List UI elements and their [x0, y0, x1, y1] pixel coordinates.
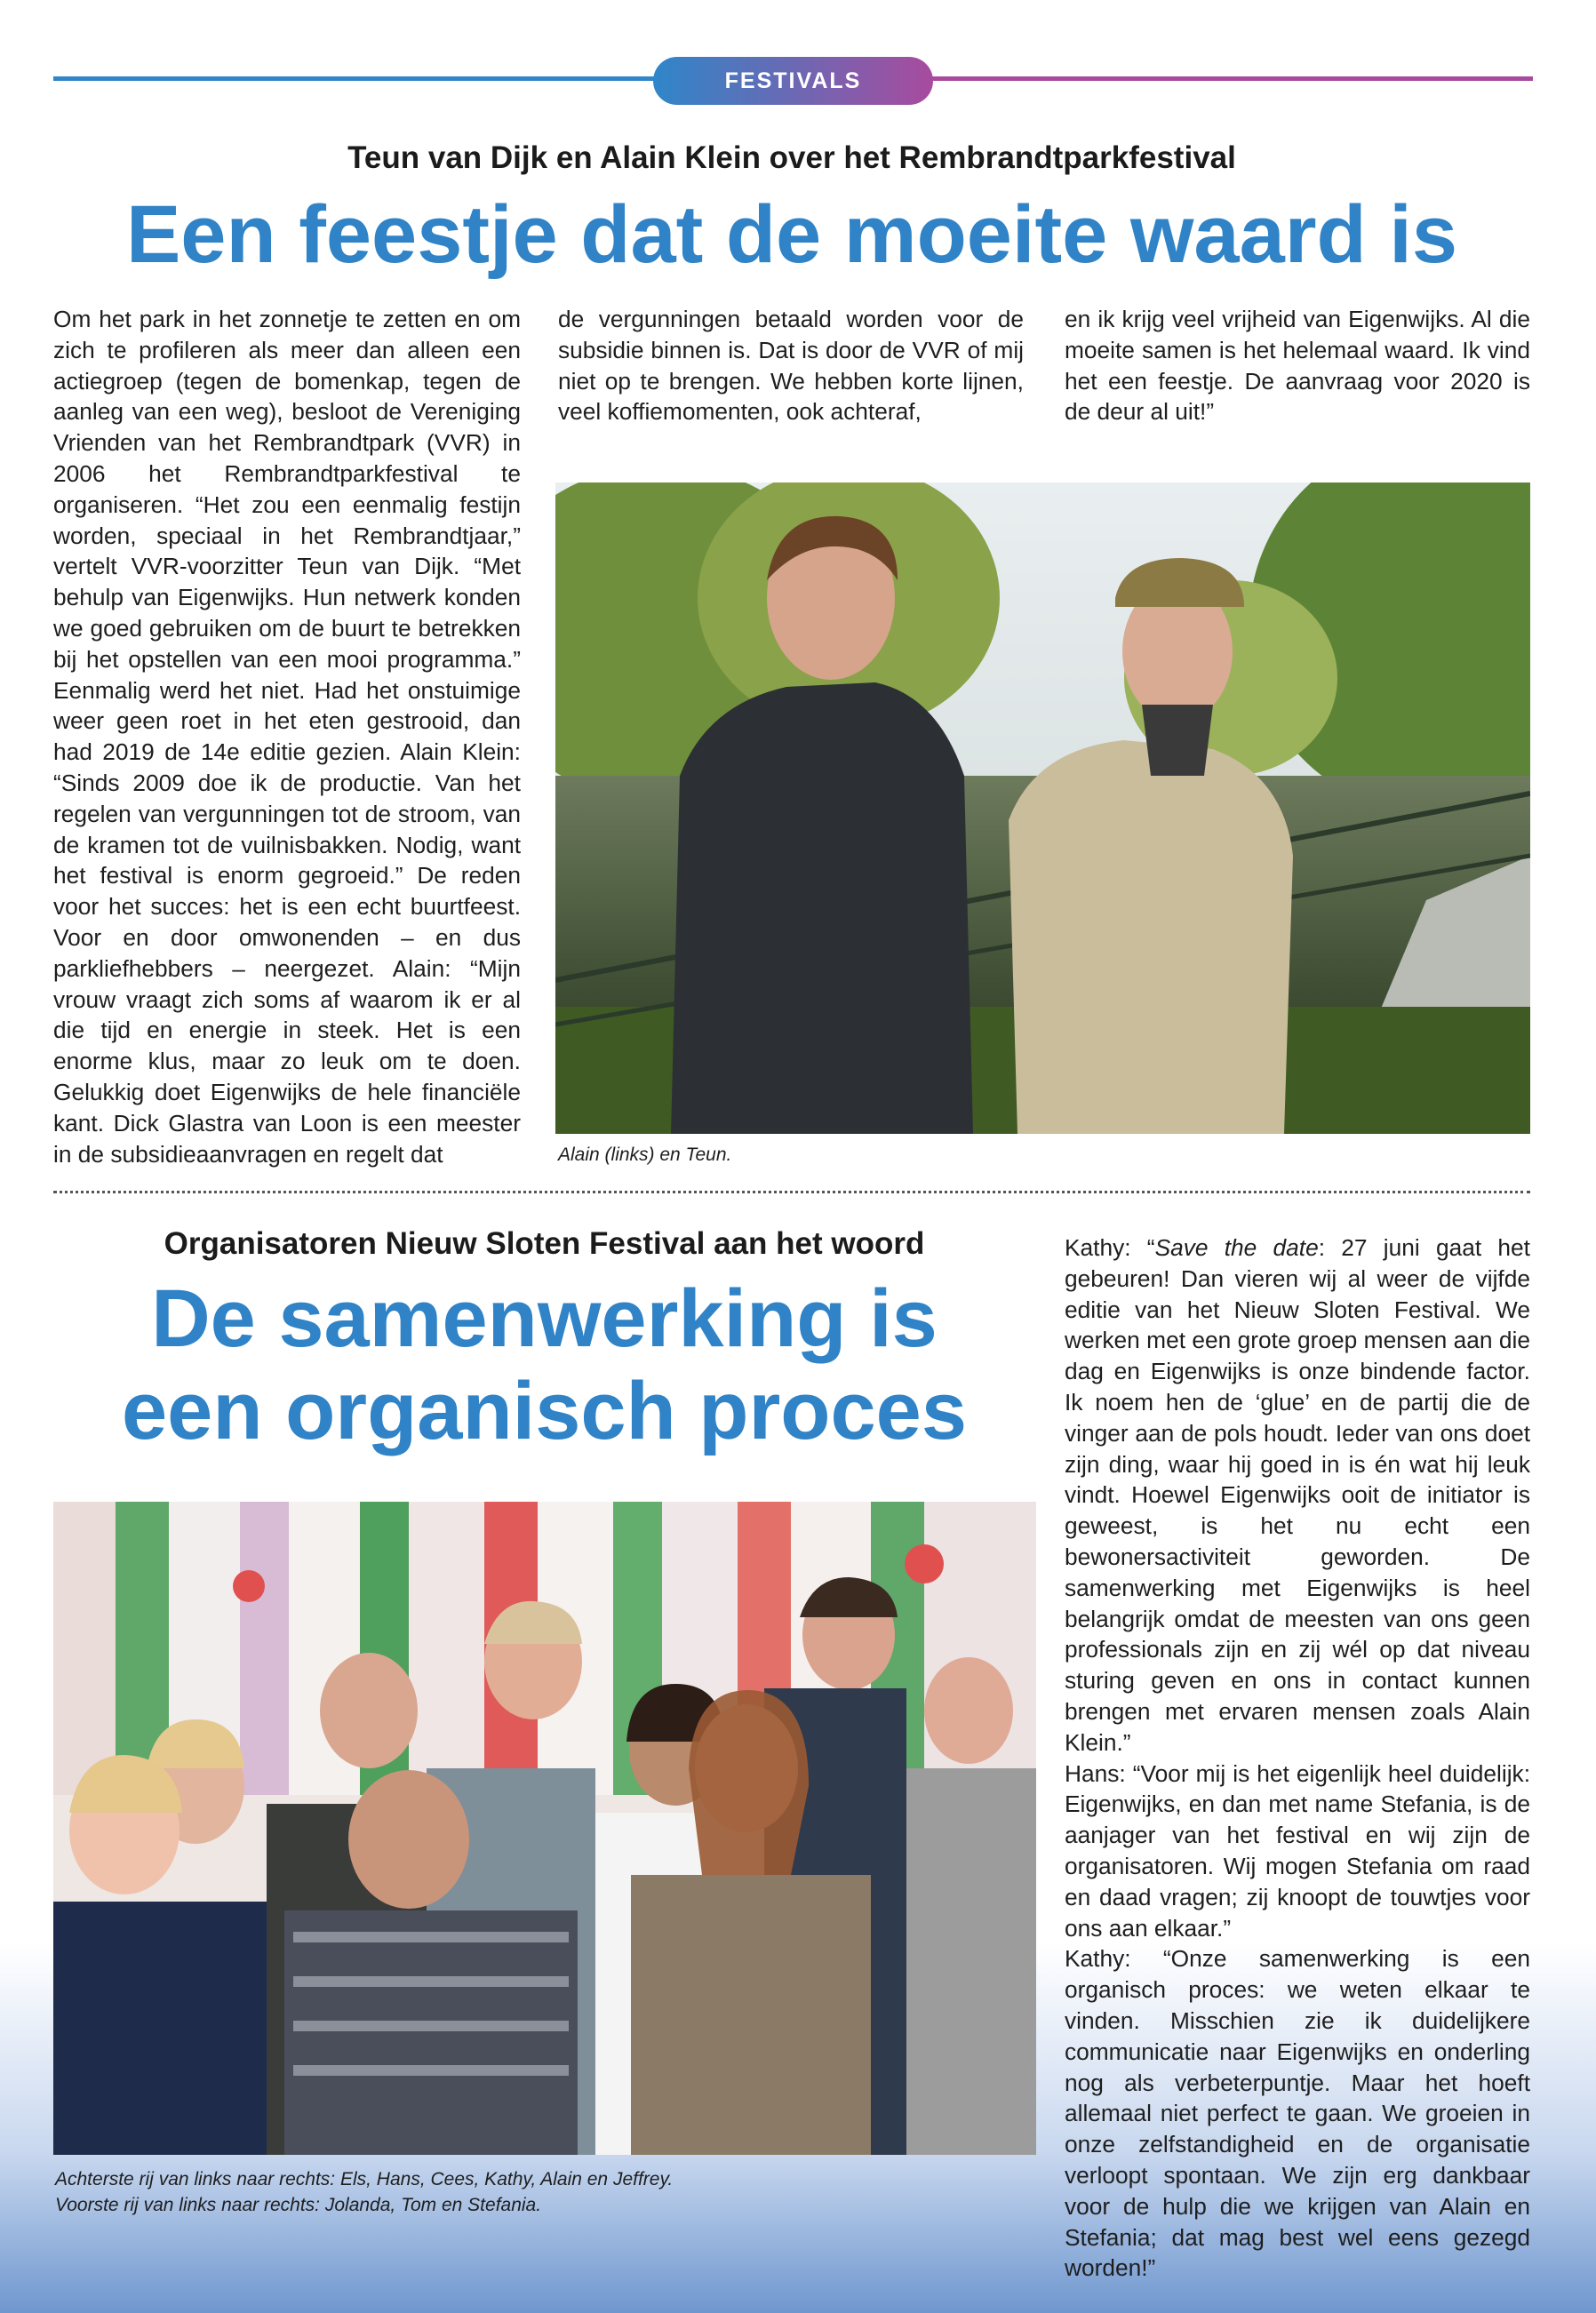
article2-photo-caption-line1: Achterste rij van links naar rechts: Els, Hans, Cees, Kathy, Alain en Jeffrey.	[55, 2169, 674, 2189]
article2-photo	[53, 1502, 1036, 2155]
park-portrait-image	[555, 483, 1530, 1134]
save-the-date-emphasis: Save the date	[1154, 1234, 1319, 1261]
paragraph-1-rest: : 27 juni gaat het gebeuren! Dan vieren wij al weer de vijfde editie van het Nieuw Sloten Festival. We werken met een grote groep mensen aan die dag en Eigenwijks is onze bindende factor. Ik noem hen de ‘glue’ en de partij die de vinger aan de pols houdt. Ieder van ons doet zijn ding, waar hij goed in is én wat hij leuk vindt. Hoewel Eigenwijks ooit de initiator is geweest, is het nu echt een bewonersactiviteit geworden. De samenwerking met Eigenwijks is heel belangrijk omdat de meesten van ons geen professionals zijn en zij wél op dat niveau sturing geven en ons in contact kunnen brengen met ervaren mensen zoals Alain Klein.”	[1065, 1234, 1530, 1756]
article2-paragraph-3: Kathy: “Onze samenwerking is een organisch proces: we weten elkaar te vinden. Misschien zie ik duidelijkere communicatie naar Eigenwijks en onderling nog als verbeterpuntje. Maar het hoeft allemaal niet perfect te gaan. We groeien in onze zelfstandigheid en de organisatie verloopt spontaan. We zijn erg dankbaar voor de hulp die we krijgen van Alain en Stefania; dat mag best wel eens gezegd worden!”	[1065, 1945, 1530, 2282]
article2-photo-caption-line2: Voorste rij van links naar rechts: Jolanda, Tom en Stefania.	[55, 2195, 542, 2215]
article1-photo-caption: Alain (links) en Teun.	[558, 1145, 732, 1165]
article2-paragraph-2: Hans: “Voor mij is het eigenlijk heel duidelijk: Eigenwijks, en dan met name Stefania, is de aanjager van het festival en wij zijn de organisatoren. Wij mogen Stefania om raad en daad vragen; zij knoopt de touwtjes voor ons aan elkaar.”	[1065, 1759, 1530, 1942]
section-divider	[53, 1191, 1530, 1193]
article1-column-2: de vergunningen betaald worden voor de subsidie binnen is. Dat is door de VVR of mij niet op te brengen. We hebben korte lijnen, veel koffiemomenten, ook achteraf,	[558, 306, 1024, 426]
article1-column-1: Om het park in het zonnetje te zetten en om zich te profileren als meer dan alleen een actiegroep (tegen de bomenkap, tegen de aanleg van een weg), besloot de Vereniging Vrienden van het Rembrandtpark (VVR) in 2006 het Rembrandtparkfestival te organiseren. “Het zou een eenmalig festijn worden, speciaal in het Rembrandtjaar,” vertelt VVR-voorzitter Teun van Dijk. “Met behulp van Eigenwijks. Hun netwerk konden we goed gebruiken om de buurt te betrekken bij het opstellen van een mooi programma.” Eenmalig werd het niet. Had het onstuimige weer geen roet in het eten gestrooid, dan had 2019 de 14e editie gezien. Alain Klein: “Sinds 2009 doe ik de productie. Van het regelen van vergunningen tot de stroom, van de kramen tot de vuilnisbakken. Nodig, want het festival is enorm gegroeid.” De reden voor het succes: het is een echt buurtfeest. Voor en door omwonenden – en dus parkliefhebbers – neergezet. Alain: “Mijn vrouw vraagt zich soms af waarom ik er al die tijd en energie in steek. Het is een enorme klus, maar zo leuk om te doen. Gelukkig doet Eigenwijks de hele financiële kant. Dick Glastra van Loon is een meester in de subsidieaanvragen en regelt dat	[53, 306, 521, 1168]
article1-column-3: en ik krijg veel vrijheid van Eigenwijks. Al die moeite samen is het helemaal waard. Ik vind het een feestje. De aanvraag voor 2020 is de deur al uit!”	[1065, 306, 1530, 426]
header-rule-left	[53, 76, 658, 81]
header-rule-right	[929, 76, 1533, 81]
article2-paragraph-1	[1065, 1232, 1530, 1759]
article1-kicker: Teun van Dijk en Alain Klein over het Rembrandtparkfestival	[347, 140, 1236, 175]
speaker-kathy-open: Kathy: “	[1065, 1234, 1155, 1261]
article1-headline: Een feestje dat de moeite waard is	[125, 189, 1458, 280]
section-badge: FESTIVALS	[653, 57, 933, 105]
article1-photo	[555, 483, 1530, 1134]
article2-headline-line1: De samenwerking is	[151, 1273, 938, 1364]
article2-kicker: Organisatoren Nieuw Sloten Festival aan het woord	[164, 1226, 925, 1261]
group-portrait-image	[53, 1502, 1036, 2155]
article2-text-column	[1065, 1232, 1530, 2284]
article2-headline-line2: een organisch proces	[122, 1366, 967, 1456]
